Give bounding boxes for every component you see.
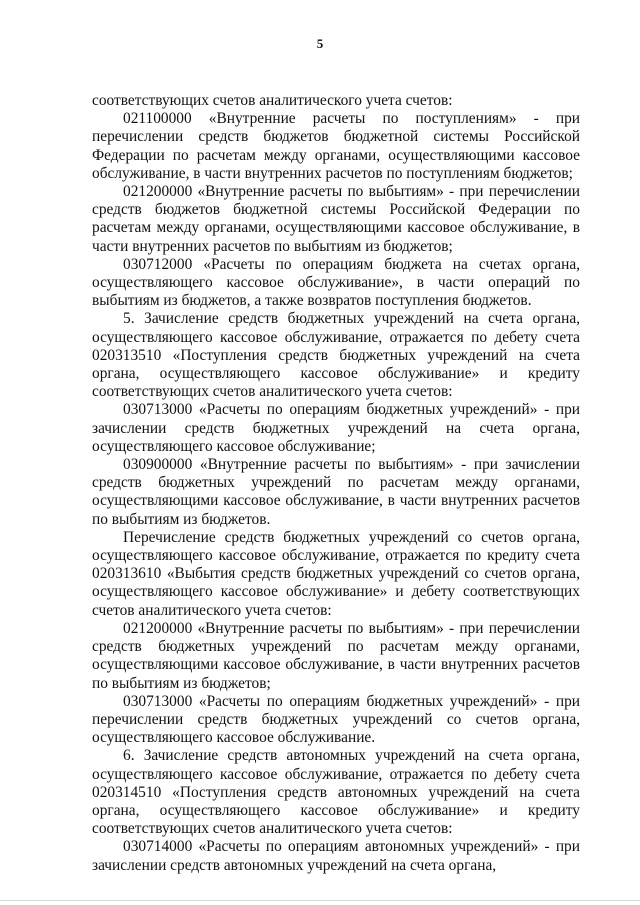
document-body [92, 92, 580, 875]
paragraph-12: 030714000 «Расчеты по операциям автономных учреждений» - при зачислении средств автономных учреждений на счета органа, [92, 838, 580, 874]
paragraph-2: 021100000 «Внутренние расчеты по поступлениям» - при перечислении средств бюджетов бюджетной системы Российской Федерации по расчетам между органами, осуществляющими кассовое обслуживание, в части внутренних расчетов по поступлениям бюджетов; [92, 110, 580, 182]
paragraph-1: соответствующих счетов аналитического учета счетов: [92, 92, 453, 109]
paragraph-4: 030712000 «Расчеты по операциям бюджета на счетах органа, осуществляющего кассовое обслуживание», в части операций по выбытиям из бюджетов, а также возвратов поступления бюджетов. [92, 255, 580, 310]
paragraph-8: Перечисление средств бюджетных учреждений со счетов органа, осуществляющего кассовое обслуживание, отражается по кредиту счета 020313610 «Выбытия средств бюджетных учреждений со счетов органа, осуществляющего кассовое обслуживание» и дебету соответствующих счетов аналитического учета счетов: [92, 528, 580, 619]
paragraph-3: 021200000 «Внутренние расчеты по выбытиям» - при перечислении средств бюджетов бюджетной системы Российской Федерации по расчетам между органами, осуществляющими кассовое обслуживание, в части внутренних расчетов по выбытиям из бюджетов; [92, 183, 580, 255]
paragraph-9: 021200000 «Внутренние расчеты по выбытиям» - при перечислении средств бюджетных учреждений по расчетам между органами, осуществляющими кассовое обслуживание, в части внутренних расчетов по выбытиям из бюджетов; [92, 619, 580, 692]
paragraph-6: 030713000 «Расчеты по операциям бюджетных учреждений» - при зачислении средств бюджетных учреждений на счета органа, осуществляющего кассовое обслуживание; [92, 401, 580, 455]
scan-edge-line [0, 900, 640, 901]
paragraph-7: 030900000 «Внутренние расчеты по выбытиям» - при зачислении средств бюджетных учреждений по расчетам между органами, осуществляющими кассовое обслуживание, в части внутренних расчетов по выбытиям из бюджетов. [92, 456, 580, 528]
paragraph-10: 030713000 «Расчеты по операциям бюджетных учреждений» - при перечислении средств бюджетных учреждений со счетов органа, осуществляющего кассовое обслуживание. [92, 692, 580, 747]
paragraph-11: 6. Зачисление средств автономных учреждений на счета органа, осуществляющего кассовое обслуживание, отражается по дебету счета 020314510 «Поступления средств автономных учреждений на счета органа, осуществляющего кассовое обслуживание» и кредиту соответствующих счетов аналитического учета счетов: [92, 747, 580, 838]
paragraph-5: 5. Зачисление средств бюджетных учреждений на счета органа, осуществляющего кассовое обслуживание, отражается по дебету счета 020313510 «Поступления средств бюджетных учреждений на счета органа, осуществляющего кассовое обслуживание» и кредиту соответствующих счетов аналитического учета счетов: [92, 310, 580, 401]
page-number: 5 [316, 36, 324, 51]
